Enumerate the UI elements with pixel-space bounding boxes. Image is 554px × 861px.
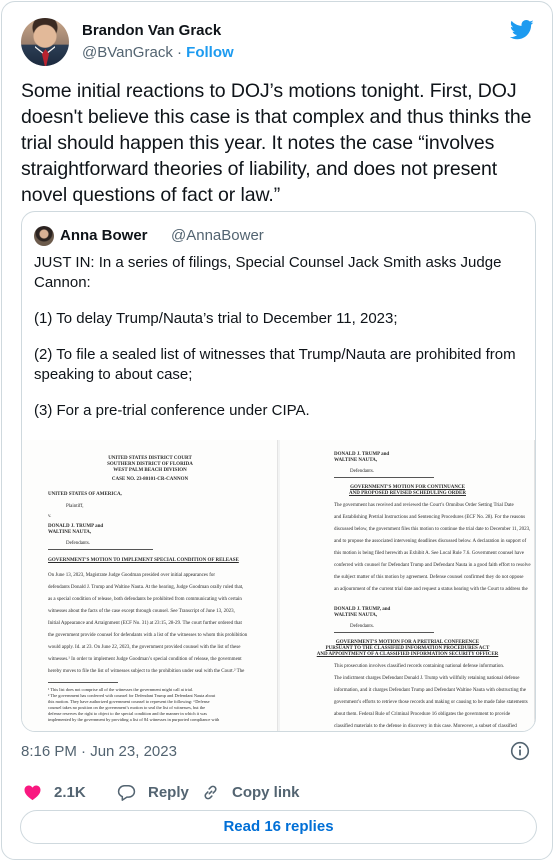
doc-footnote: defense reserves the right to object to the special condition and the manner in which it was (48, 711, 207, 716)
tweet-actions (21, 781, 521, 803)
quoted-paragraph: JUST IN: In a series of filings, Special Counsel Jack Smith asks Judge Cannon: (34, 254, 502, 291)
doc-party: DONALD J. TRUMP and (334, 452, 390, 457)
doc-body-line: as a special condition of release, both defendants be prohibited from communicating with certain (48, 597, 242, 602)
doc-party: DONALD J. TRUMP, and (334, 607, 391, 612)
reply-icon (117, 783, 136, 802)
separator-dot: · (177, 44, 182, 61)
doc-body-line: conferred with counsel for Defendant Trump and Defendant Nauta in a good faith effort to resolve (334, 563, 531, 568)
doc-title: GOVERNMENT’S MOTION FOR A PRETRIAL CONFERENCE (335, 640, 480, 645)
doc-footnote-rule (48, 682, 118, 683)
quoted-author-handle: @AnnaBower (171, 227, 264, 244)
doc-body-line: Initial Appearance and Arraignment (ECF No. 31) at 23:15, 28-29. The court further ordered that (48, 621, 242, 626)
quoted-paragraph: (3) For a pre-trial conference under CIPA. (34, 402, 310, 419)
quoted-paragraph: (2) To file a sealed list of witnesses that Trump/Nauta are prohibited from speaking to about case; (34, 346, 516, 383)
heart-icon (23, 783, 42, 802)
info-icon[interactable] (510, 741, 530, 761)
doc-party: UNITED STATES OF AMERICA, (48, 492, 122, 497)
doc-rule (48, 549, 153, 550)
doc-court-line: WEST PALM BEACH DIVISION (113, 468, 187, 473)
author-handle-row (82, 43, 234, 63)
document-images[interactable] (22, 440, 535, 732)
doc-party-role: Defendants. (350, 469, 375, 474)
doc-body-line: the subject matter of this motion by agreement. Defense counsel confirmed they do not oppose (334, 575, 524, 580)
doc-body-line: an adjournment of the current trial date and request a status hearing with the Court to address the (334, 587, 528, 592)
document-page-right[interactable] (280, 440, 535, 732)
doc-court-line: UNITED STATES DISTRICT COURT (108, 456, 192, 461)
doc-title: AND APPOINTMENT OF A CLASSIFIED INFORMATION SECURITY OFFICER (316, 652, 499, 657)
doc-body-line: classified materials to the defense in discovery in this case. Moreover, a subset of classified (334, 724, 517, 729)
tweet-card (1, 1, 553, 860)
like-button[interactable] (23, 781, 86, 803)
quoted-author-avatar (34, 226, 54, 246)
doc-footnote: counsel takes no position on the government’s motion to seal the list of witnesses, but the (48, 705, 206, 710)
quoted-tweet[interactable] (21, 211, 536, 732)
doc-case-number: CASE NO. 23-80101-CR-CANNON (111, 477, 189, 482)
author-avatar[interactable] (21, 18, 69, 66)
doc-body-line: and to propose the associated intervening deadlines discussed below. A declaration in support of (334, 539, 527, 544)
doc-rule (334, 477, 434, 478)
doc-party: DONALD J. TRUMP and (48, 524, 104, 529)
doc-body-line: The government has received and reviewed the Court’s Omnibus Order Setting Trial Date (334, 503, 514, 508)
read-replies-button[interactable]: Read 16 replies (20, 810, 537, 844)
doc-party: WALTINE NAUTA, (334, 458, 378, 463)
doc-body-line: information, and it charges Defendant Trump and Defendant Waltine Nauta with obstructing the (334, 688, 527, 693)
document-page-left[interactable] (22, 440, 278, 732)
doc-v: v. (48, 514, 52, 519)
quoted-author-name: Anna Bower (60, 227, 148, 244)
doc-body-line: witnesses about the facts of the case except through counsel. See Transcript of June 13, 2023, (48, 609, 235, 614)
twitter-bird-icon[interactable] (510, 20, 534, 40)
doc-footnote: implemented by the government by providing a list of 84 witnesses in purported compliance with (48, 717, 220, 722)
doc-party-role: Defendants. (350, 624, 375, 629)
author-name[interactable]: Brandon Van Grack (82, 22, 222, 39)
tweet-text: Some initial reactions to DOJ’s motions tonight. First, DOJ doesn't believe this case is that complex and thus thinks the trial should happen this year. It notes the case “involves straightforward theories of liability, and does not present novel questions of fact or law.” (21, 80, 532, 206)
doc-body-line: witnesses.¹ In order to implement Judge Goodman’s special condition of release, the government (48, 657, 242, 662)
tweet-header (21, 18, 534, 68)
doc-title: GOVERNMENT’S MOTION FOR CONTINUANCE (350, 485, 465, 490)
doc-body-line: and Establishing Pretrial Instructions and Sentencing Procedures (ECF No. 28). For the reasons (334, 515, 526, 520)
quoted-paragraph: (1) To delay Trump/Nauta’s trial to December 11, 2023; (34, 310, 398, 327)
doc-body-line: would apply. Id. at 23. On June 22, 2023, the government provided counsel with the list of these (48, 645, 241, 650)
doc-body-line: hereby moves to file the list of witnesses subject to the prohibition under seal with the Court.² The (48, 669, 245, 674)
doc-body-line: this motion is being filed herewith as Exhibit A. See Local Rule 7.6. Government counsel have (334, 551, 524, 556)
copy-link-button[interactable] (201, 781, 300, 803)
doc-title: GOVERNMENT’S MOTION TO IMPLEMENT SPECIAL CONDITION OF RELEASE (48, 558, 239, 563)
doc-party-role: Plaintiff, (66, 504, 84, 509)
follow-button[interactable]: Follow (186, 44, 234, 61)
doc-body-line: government’s efforts to retrieve those records and making or causing to be made false statements (334, 700, 528, 705)
doc-party: WALTINE NAUTA, (334, 613, 378, 618)
doc-body-line: On June 13, 2023, Magistrate Judge Goodman presided over initial appearances for (48, 573, 216, 578)
doc-footnote: ² The government has conferred with counsel for Defendant Trump and Defendant Nauta about (48, 693, 216, 698)
copy-link-label: Copy link (232, 783, 300, 801)
doc-footnote: this motion. They have authorized government counsel to represent the following: “Defense (48, 699, 210, 704)
doc-party-role: Defendants. (66, 541, 91, 546)
doc-body-line: The indictment charges Defendant Donald J. Trump with willfully retaining national defense (334, 676, 520, 681)
doc-body-line: the government provide counsel for defendants with a list of the witnesses to whom this prohibition (48, 633, 248, 638)
link-icon (201, 783, 220, 802)
reply-label: Reply (148, 783, 189, 801)
doc-body-line: discussed below, the government files this motion to continue the trial date to December 11, 2023, (334, 527, 531, 532)
like-count: 2.1K (54, 783, 86, 801)
doc-footnote: ¹ This list does not comprise all of the witnesses the government might call at trial. (48, 687, 194, 692)
doc-party: WALTINE NAUTA, (48, 530, 92, 535)
quoted-tweet-text (34, 253, 524, 421)
tweet-timestamp[interactable]: 8:16 PM · Jun 23, 2023 (21, 743, 177, 760)
doc-body-line: about them. Federal Rule of Criminal Procedure 16 obligates the government to provide (334, 712, 511, 717)
author-handle[interactable]: @BVanGrack (82, 44, 173, 61)
doc-title: AND PROPOSED REVISED SCHEDULING ORDER (349, 491, 466, 496)
doc-title: PURSUANT TO THE CLASSIFIED INFORMATION PROCEDURES ACT (325, 646, 490, 651)
avatar-tie (42, 49, 49, 66)
doc-body-line: This prosecution involves classified records containing national defense information. (334, 664, 505, 669)
doc-rule (334, 632, 434, 633)
reply-button[interactable] (117, 781, 189, 803)
doc-court-line: SOUTHERN DISTRICT OF FLORIDA (107, 462, 193, 467)
doc-body-line: defendants Donald J. Trump and Waltine Nauta. At the hearing, Judge Goodman orally ruled that, (48, 585, 244, 590)
